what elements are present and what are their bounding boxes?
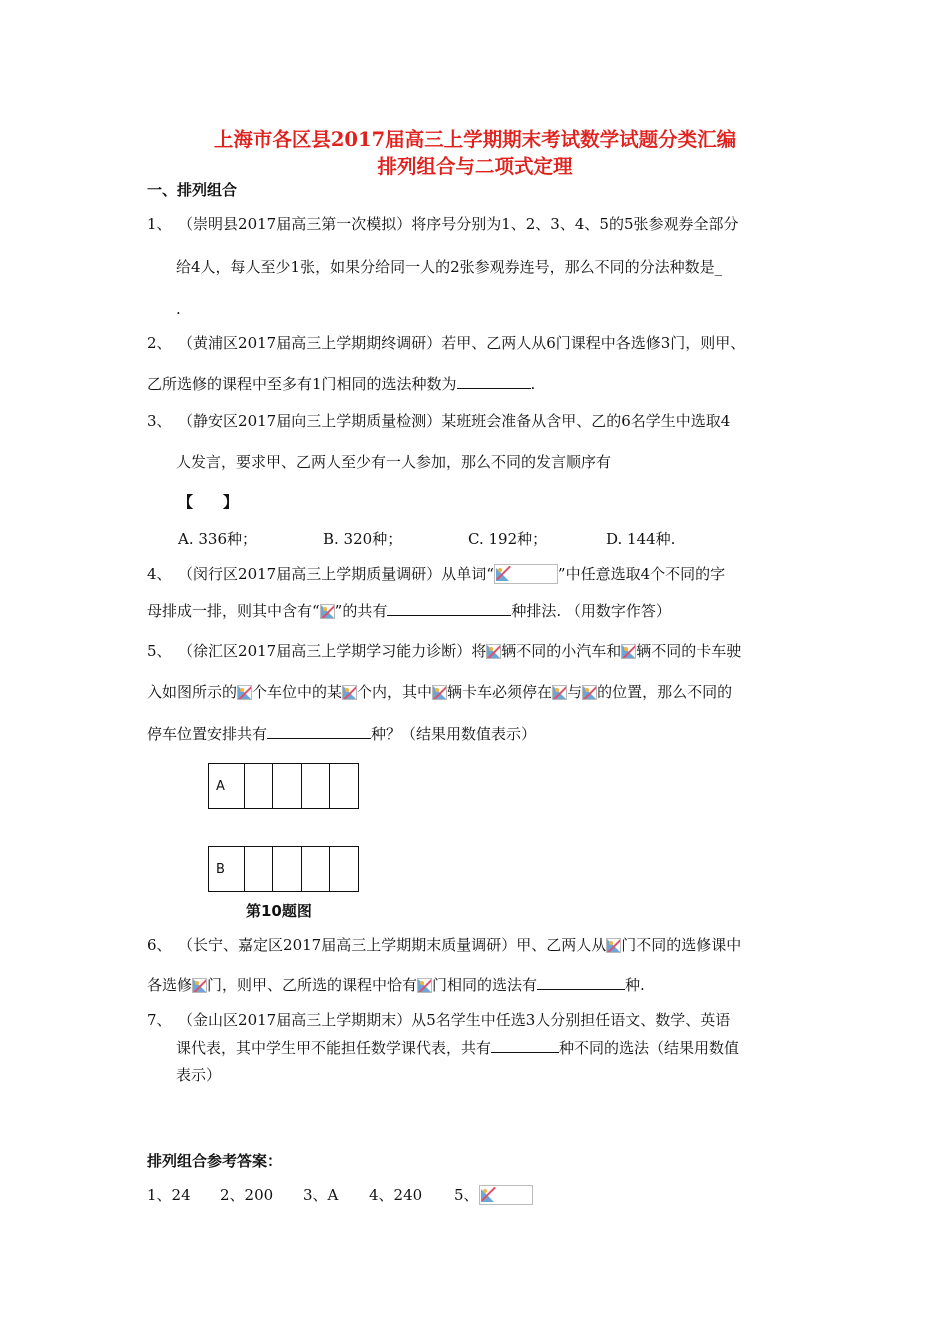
- parking-space: [329, 764, 358, 808]
- grid-label-b: B: [216, 862, 225, 877]
- parking-space: [301, 847, 330, 891]
- answer-4: 4、240: [369, 1186, 423, 1204]
- broken-image-icon: [479, 1185, 533, 1205]
- question-1-line-3: .: [176, 300, 181, 318]
- section-heading: 一、排列组合: [147, 181, 238, 199]
- broken-image-icon: [237, 685, 252, 700]
- question-5: 5、 （徐汇区2017届高三上学期学习能力诊断）将 辆不同的小汽车和 辆不同的卡车驶: [147, 642, 742, 660]
- question-number: 7、: [147, 1011, 172, 1029]
- question-3-line-2: 人发言，要求甲、乙两人至少有一人参加，那么不同的发言顺序有: [176, 453, 612, 471]
- answer-blank: [537, 974, 625, 990]
- parking-space: [272, 847, 301, 891]
- question-4: 4、 （闵行区2017届高三上学期质量调研）从单词“ ”中任意选取4个不同的字: [147, 565, 726, 583]
- question-number: 1、: [147, 215, 172, 233]
- question-number: 6、: [147, 936, 172, 954]
- broken-image-icon: [320, 604, 335, 619]
- doc-title: 上海市各区县2017届高三上学期期末考试数学试题分类汇编: [213, 128, 737, 151]
- answer-bracket: 【 】: [178, 493, 239, 511]
- broken-image-icon: [552, 685, 567, 700]
- option-a: A. 336种；: [178, 530, 257, 548]
- answer-blank: [491, 1037, 559, 1053]
- answer-3: 3、A: [303, 1186, 339, 1204]
- question-6-line-2: 各选修 门，则甲、乙所选的课程中恰有 门相同的选法有 种.: [147, 976, 645, 994]
- answer-2: 2、200: [220, 1186, 274, 1204]
- parking-grid-a: [208, 763, 359, 809]
- broken-image-icon: [417, 978, 432, 993]
- question-number: 4、: [147, 565, 172, 583]
- option-c: C. 192种；: [468, 530, 548, 548]
- broken-image-icon: [582, 685, 597, 700]
- question-5-line-3: 停车位置安排共有 种？（结果用数值表示）: [147, 725, 537, 743]
- question-6: 6、 （长宁、嘉定区2017届高三上学期期末质量调研）甲、乙两人从 门不同的选修课中: [147, 936, 742, 954]
- question-1: 1、 （崇明县2017届高三第一次模拟）将序号分别为1、2、3、4、5的5张参观券全部分: [147, 215, 739, 233]
- question-1-line-2: 给4人，每人至少1张，如果分给同一人的2张参观券连号，那么不同的分法种数是_: [176, 258, 723, 276]
- question-2: 2、 （黄浦区2017届高三上学期期终调研）若甲、乙两人从6门课程中各选修3门，则甲、: [147, 334, 746, 352]
- question-2-line-2: 乙所选修的课程中至多有1门相同的选法种数为 .: [147, 375, 536, 393]
- answer-1: 1、24: [147, 1186, 191, 1204]
- broken-image-icon: [342, 685, 357, 700]
- answer-blank: [267, 723, 371, 739]
- answer-5: 5、: [454, 1184, 533, 1205]
- broken-image-icon: [621, 644, 636, 659]
- question-7-line-3: 表示）: [176, 1066, 222, 1084]
- broken-image-icon: [494, 564, 558, 584]
- parking-grid-b: [208, 846, 359, 892]
- parking-space: [272, 764, 301, 808]
- question-4-line-2: 母排成一排，则其中含有“ ”的共有 种排法. （用数字作答）: [147, 602, 671, 620]
- parking-space: [244, 764, 273, 808]
- parking-space: [244, 847, 273, 891]
- answer-blank: [387, 600, 511, 616]
- option-d: D. 144种.: [606, 530, 676, 548]
- doc-subtitle: 排列组合与二项式定理: [377, 155, 573, 178]
- question-3: 3、 （静安区2017届向三上学期质量检测）某班班会准备从含甲、乙的6名学生中选取4: [147, 412, 731, 430]
- parking-space: [301, 764, 330, 808]
- answer-blank: [457, 373, 531, 389]
- parking-space: [329, 847, 358, 891]
- question-number: 2、: [147, 334, 172, 352]
- figure-caption: 第10题图: [246, 902, 312, 920]
- option-b: B. 320种；: [323, 530, 403, 548]
- question-7-line-2: 课代表，其中学生甲不能担任数学课代表，共有 种不同的选法（结果用数值: [176, 1039, 740, 1057]
- question-5-line-2: 入如图所示的 个车位中的某 个内，其中 辆卡车必须停在 与 的位置，那么不同的: [147, 683, 733, 701]
- question-number: 3、: [147, 412, 172, 430]
- grid-label-a: A: [216, 779, 225, 794]
- question-7: 7、 （金山区2017届高三上学期期末）从5名学生中任选3人分别担任语文、数学、英语: [147, 1011, 731, 1029]
- broken-image-icon: [432, 685, 447, 700]
- broken-image-icon: [192, 978, 207, 993]
- broken-image-icon: [606, 938, 621, 953]
- broken-image-icon: [486, 644, 501, 659]
- question-number: 5、: [147, 642, 172, 660]
- answers-heading: 排列组合参考答案：: [147, 1152, 283, 1170]
